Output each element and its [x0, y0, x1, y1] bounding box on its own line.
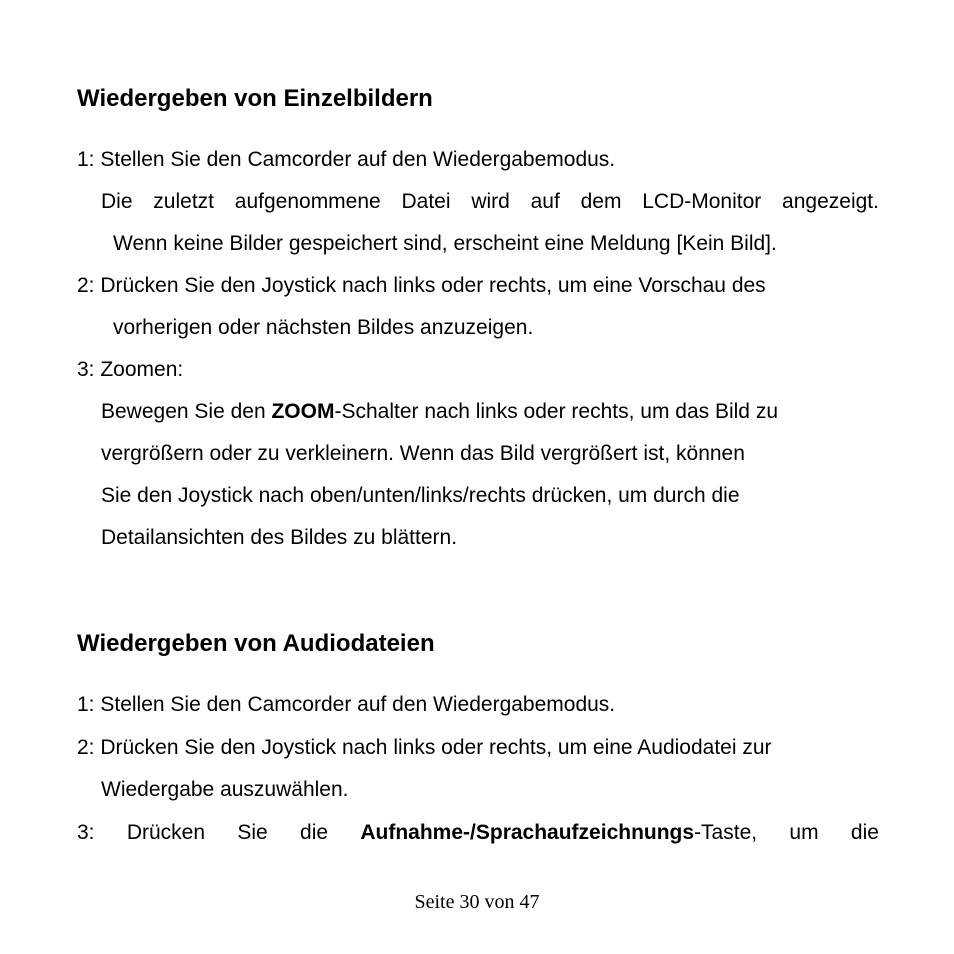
section-heading-einzelbilder: Wiedergeben von Einzelbildern	[77, 85, 433, 112]
word: LCD-Monitor	[642, 190, 762, 213]
step-1-detail-line-a	[101, 189, 879, 215]
step-2-line-2: vorherigen oder nächsten Bildes anzuzeigen.	[113, 316, 534, 339]
audio-step-3-line-1	[77, 820, 879, 846]
word: Drücken	[126, 821, 206, 844]
step-1-detail-line-b: Wenn keine Bilder gespeichert sind, erscheint eine Meldung [Kein Bild].	[113, 232, 777, 255]
step-3-line-3: Sie den Joystick nach oben/unten/links/rechts drücken, um durch die	[101, 484, 740, 507]
word: Sie	[237, 821, 268, 844]
zoom-keyword: ZOOM	[271, 400, 335, 423]
word: um	[789, 821, 819, 844]
word: 3:	[77, 821, 95, 844]
word: Datei	[401, 190, 451, 213]
word: wird	[471, 190, 510, 213]
audio-step-2-line-2: Wiedergabe auszuwählen.	[101, 778, 349, 801]
step-3-label: 3: Zoomen:	[77, 358, 184, 381]
page-number-footer: Seite 30 von 47	[414, 891, 540, 913]
word: dem	[580, 190, 622, 213]
audio-step-1-text: 1: Stellen Sie den Camcorder auf den Wiedergabemodus.	[77, 693, 616, 716]
step-1-text: 1: Stellen Sie den Camcorder auf den Wiedergabemodus.	[77, 148, 616, 171]
recording-button-keyword: Aufnahme-/Sprachaufzeichnungs	[360, 821, 695, 844]
step-3-line-1-pre: Bewegen Sie den	[101, 400, 272, 423]
word: -Taste,	[694, 821, 758, 844]
word: auf	[530, 190, 560, 213]
word-group	[360, 820, 757, 846]
word: die	[850, 821, 879, 844]
step-3-line-1-post: -Schalter nach links oder rechts, um das Bild zu	[334, 400, 779, 423]
step-3-line-4: Detailansichten des Bildes zu blättern.	[101, 526, 458, 549]
step-2-line-1: 2: Drücken Sie den Joystick nach links oder rechts, um eine Vorschau des	[77, 274, 766, 297]
section-heading-audiodateien: Wiedergeben von Audiodateien	[77, 630, 435, 657]
word: Die	[101, 190, 133, 213]
word: die	[300, 821, 329, 844]
word: aufgenommene	[234, 190, 381, 213]
word: zuletzt	[153, 190, 214, 213]
word: angezeigt.	[782, 190, 879, 213]
step-3-line-1	[101, 399, 879, 425]
step-3-line-2: vergrößern oder zu verkleinern. Wenn das Bild vergrößert ist, können	[101, 442, 745, 465]
audio-step-2-line-1: 2: Drücken Sie den Joystick nach links oder rechts, um eine Audiodatei zur	[77, 736, 772, 759]
